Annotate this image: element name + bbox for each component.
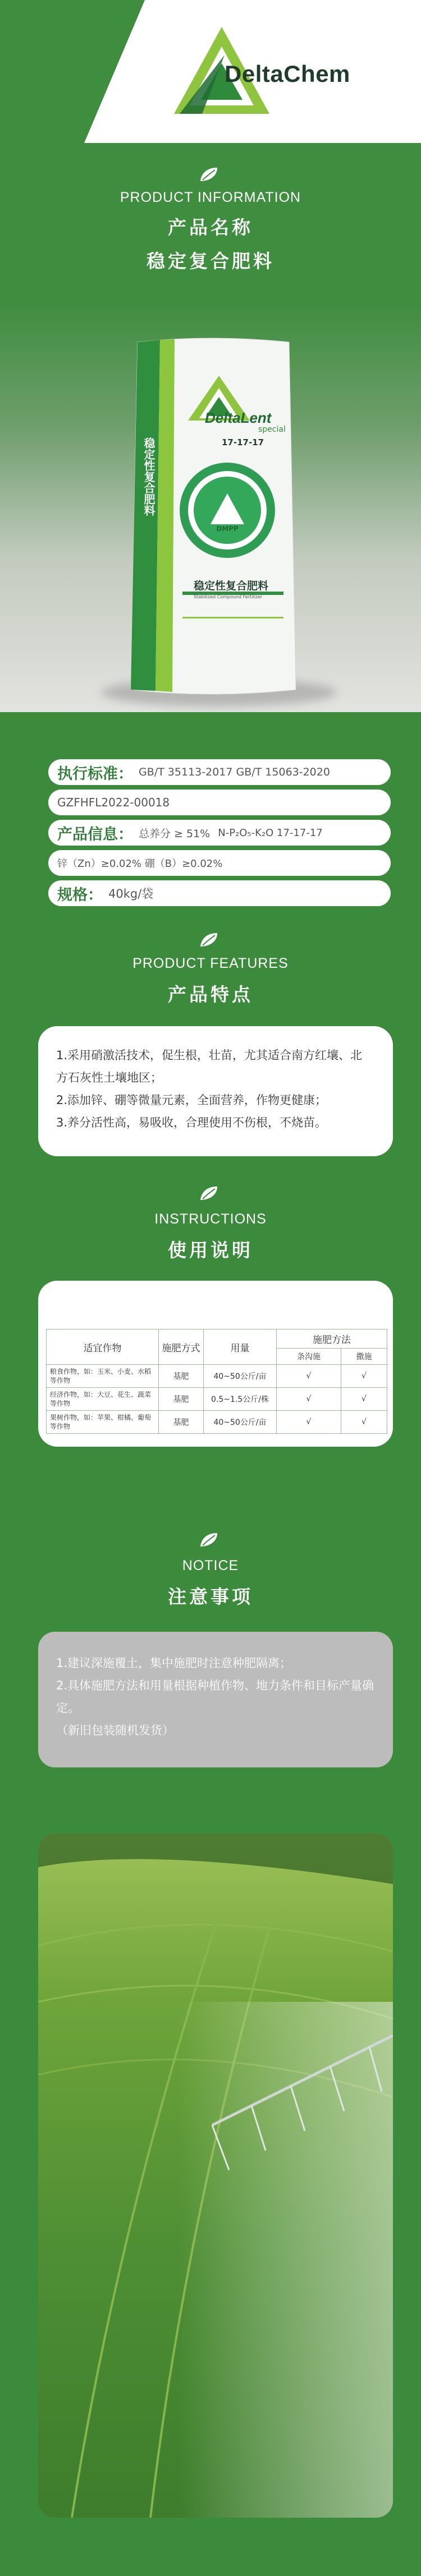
row-crop: 经济作物，如：大豆、花生、蔬菜等作物: [47, 1388, 159, 1411]
info-row: [48, 820, 391, 846]
bag-brand-sub: special: [258, 425, 286, 434]
notice-heading-cn: 注意事项: [168, 1586, 253, 1608]
notice-heading-en: NOTICE: [182, 1558, 239, 1573]
product-info-heading-en: PRODUCT INFORMATION: [120, 190, 301, 205]
features-heading-en: PRODUCT FEATURES: [132, 955, 289, 971]
leaf-icon: [198, 165, 223, 183]
usage-table: [46, 1329, 387, 1434]
row-crop: 果树作物，如：苹果、柑橘、葡萄等作物: [47, 1411, 159, 1434]
row-amount: 40~50公斤/亩: [204, 1365, 277, 1388]
row-check-b: √: [341, 1365, 387, 1388]
size-row: [48, 880, 391, 906]
hero-section: [0, 0, 421, 712]
notice-item: 1.建议深施覆土，集中施肥时注意种肥隔离；: [56, 1656, 292, 1670]
bag-ratio: 17-17-17: [222, 437, 264, 447]
leaf-icon: [198, 1184, 223, 1202]
bag-side-text: 稳定性复合肥料: [142, 437, 155, 516]
farm-field-photo: [38, 1834, 393, 2518]
table-row: [47, 1411, 387, 1434]
leaf-icon: [198, 1531, 223, 1549]
features-heading-cn: 产品特点: [168, 984, 253, 1005]
row-check-a: √: [277, 1411, 341, 1434]
instructions-heading-cn: 使用说明: [168, 1239, 253, 1261]
features-list: [56, 1044, 370, 1134]
bag-badge: DMPP: [216, 525, 239, 533]
row-amount: 40~50公斤/亩: [204, 1411, 277, 1434]
col-broadcast: 条沟施: [277, 1349, 341, 1365]
trace-elements: 锌（Zn）≥0.02% 硼（B）≥0.02%: [57, 858, 223, 870]
bag-name-en: Stabilized Compound Fertilizer: [194, 594, 263, 599]
row-check-a: √: [277, 1388, 341, 1411]
product-bag-image: [121, 336, 300, 695]
standard-value: GB/T 35113-2017 GB/T 15063-2020: [139, 766, 330, 778]
col-method: 施肥方式: [159, 1329, 204, 1365]
table-row: [47, 1388, 387, 1411]
row-method: 基肥: [159, 1388, 204, 1411]
feature-item: 1.采用硝激活技术，促生根，壮苗，尤其适合南方红壤、北方石灰性土壤地区；: [56, 1049, 363, 1084]
instructions-heading-en: INSTRUCTIONS: [154, 1211, 267, 1227]
product-info-heading-cn: 产品名称: [168, 216, 253, 238]
bag-brand: DeltaLent: [205, 409, 272, 426]
feature-item: 3.养分活性高，易吸收，合理使用不伤根，不烧苗。: [56, 1116, 327, 1129]
standard-row: [48, 759, 391, 785]
brand-name: DeltaChem: [225, 61, 350, 87]
row-method: 基肥: [159, 1365, 204, 1388]
col-method-group: 施肥方法: [277, 1329, 387, 1349]
row-check-b: √: [341, 1411, 387, 1434]
size-value: 40kg/袋: [108, 887, 154, 901]
trace-row: [48, 850, 391, 876]
standard-label: 执行标准：: [57, 765, 133, 783]
bag-name-cn: 稳定性复合肥料: [194, 580, 269, 592]
col-hole: 撒施: [341, 1349, 387, 1365]
feature-item: 2.添加锌、硼等微量元素，全面营养，作物更健康；: [56, 1093, 327, 1107]
row-amount: 0.5~1.5公斤/株: [204, 1388, 277, 1411]
row-crop: 粮食作物，如：玉米、小麦、水稻等作物: [47, 1365, 159, 1388]
col-amount: 用量: [204, 1329, 277, 1365]
col-crop: 适宜作物: [47, 1329, 159, 1365]
size-label: 规格：: [57, 886, 103, 904]
table-row: [47, 1365, 387, 1388]
info-nutrient: 总养分 ≥ 51%: [139, 827, 210, 840]
row-method: 基肥: [159, 1411, 204, 1434]
notice-list: [56, 1652, 382, 1742]
row-check-b: √: [341, 1388, 387, 1411]
registration-row: [48, 790, 391, 815]
notice-item: 2.具体施肥方法和用量根据种植作物、地力条件和目标产量确定。: [56, 1679, 374, 1715]
info-label: 产品信息：: [57, 825, 133, 843]
info-ratio: N-P₂O₅-K₂O 17-17-17: [218, 827, 323, 839]
leaf-icon: [198, 931, 223, 949]
registration-number: GZFHFL2022-00018: [57, 796, 170, 809]
product-name: 稳定复合肥料: [147, 250, 274, 272]
notice-item: （新旧包装随机发货）: [56, 1724, 174, 1737]
row-check-a: √: [277, 1365, 341, 1388]
